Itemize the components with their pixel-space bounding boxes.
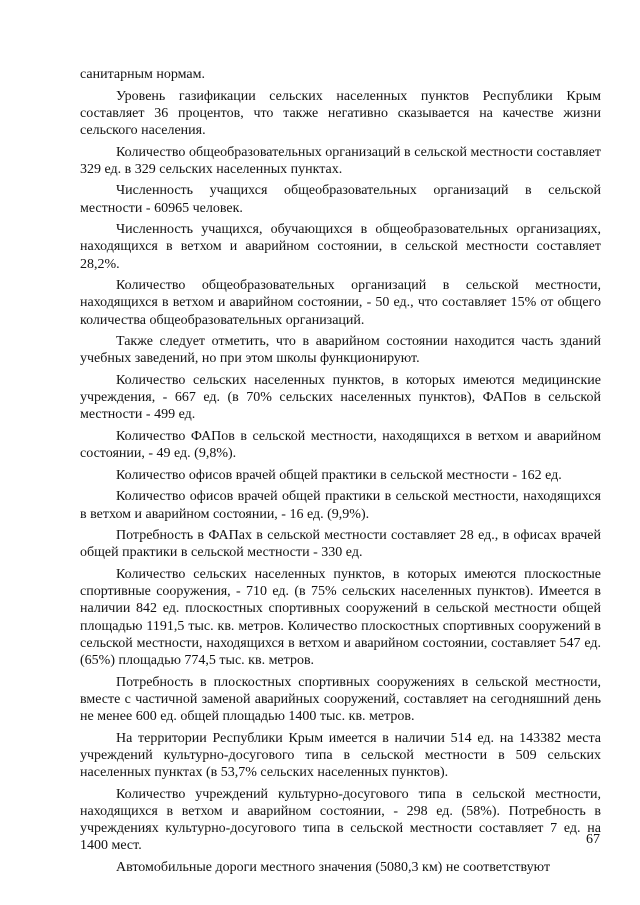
paragraph-10: Количество офисов врачей общей практики в сельской местности - 162 ед. bbox=[116, 467, 562, 483]
paragraph-13: Количество сельских населенных пунктов, в которых имеются плоскостные спортивные сооружения, - 710 ед. (в 75% сельских населенных пунктов). Имеется в наличии 842 ед. плоскостных спортивных сооружений в сельской местности общей площадью 1191,5 тыс. кв. метров. Количество плоскостных спортивных сооружений в сельской местности, находящихся в ветхом и аварийном состоянии, составляет 547 ед. (65%) площадью 774,5 тыс. кв. метров. bbox=[80, 566, 601, 668]
paragraph-17: Автомобильные дороги местного значения (5080,3 км) не соответствуют bbox=[116, 859, 551, 875]
paragraph-6: Количество общеобразовательных организаций в сельской местности, находящихся в ветхом и аварийном состоянии, - 50 ед., что составляет 15% от общего количества общеобразовательных организаций. bbox=[80, 278, 601, 328]
paragraph-7: Также следует отметить, что в аварийном состоянии находится часть зданий учебных заведений, но при этом школы функционируют. bbox=[80, 334, 601, 367]
paragraph-16: Количество учреждений культурно-досугового типа в сельской местности, находящихся в ветхом и аварийном состоянии, - 298 ед. (58%). Потребность в учреждениях культурно-досугового типа в сельской местности составляет 7 ед. на 1400 мест. bbox=[80, 786, 601, 854]
paragraph-12: Потребность в ФАПах в сельской местности составляет 28 ед., в офисах врачей общей практики в сельской местности - 330 ед. bbox=[80, 528, 601, 561]
paragraph-15: На территории Республики Крым имеется в наличии 514 ед. на 143382 места учреждений культурно-досугового типа в сельской местности в 509 сельских населенных пунктах (в 53,7% сельских населенных пунктов). bbox=[80, 730, 601, 780]
paragraph-4: Численность учащихся общеобразовательных организаций в сельской местности - 60965 человек. bbox=[80, 183, 601, 216]
document-page bbox=[80, 66, 601, 880]
paragraph-9: Количество ФАПов в сельской местности, находящихся в ветхом и аварийном состоянии, - 49 ед. (9,8%). bbox=[80, 428, 601, 462]
paragraph-8: Количество сельских населенных пунктов, в которых имеются медицинские учреждения, - 667 ед. (в 70% сельских населенных пунктов), ФАПов в сельской местности - 499 ед. bbox=[80, 372, 601, 423]
paragraph-1: санитарным нормам. bbox=[80, 67, 205, 82]
page-number: 67 bbox=[586, 832, 600, 847]
paragraph-5: Численность учащихся, обучающихся в общеобразовательных организациях, находящихся в ветхом и аварийном состоянии, в сельской местности составляет 28,2%. bbox=[80, 222, 601, 272]
paragraph-11: Количество офисов врачей общей практики в сельской местности, находящихся в ветхом и аварийном состоянии, - 16 ед. (9,9%). bbox=[80, 489, 601, 522]
paragraph-14: Потребность в плоскостных спортивных сооружениях в сельской местности, вместе с частичной заменой аварийных сооружений, составляет на сегодняшний день не менее 600 ед. общей площадью 1400 тыс. кв. метров. bbox=[80, 674, 601, 724]
paragraph-2: Уровень газификации сельских населенных пунктов Республики Крым составляет 36 процентов, что также негативно сказывается на качестве жизни сельского населения. bbox=[80, 88, 601, 138]
paragraph-3: Количество общеобразовательных организаций в сельской местности составляет 329 ед. в 329 сельских населенных пунктах. bbox=[80, 144, 601, 177]
